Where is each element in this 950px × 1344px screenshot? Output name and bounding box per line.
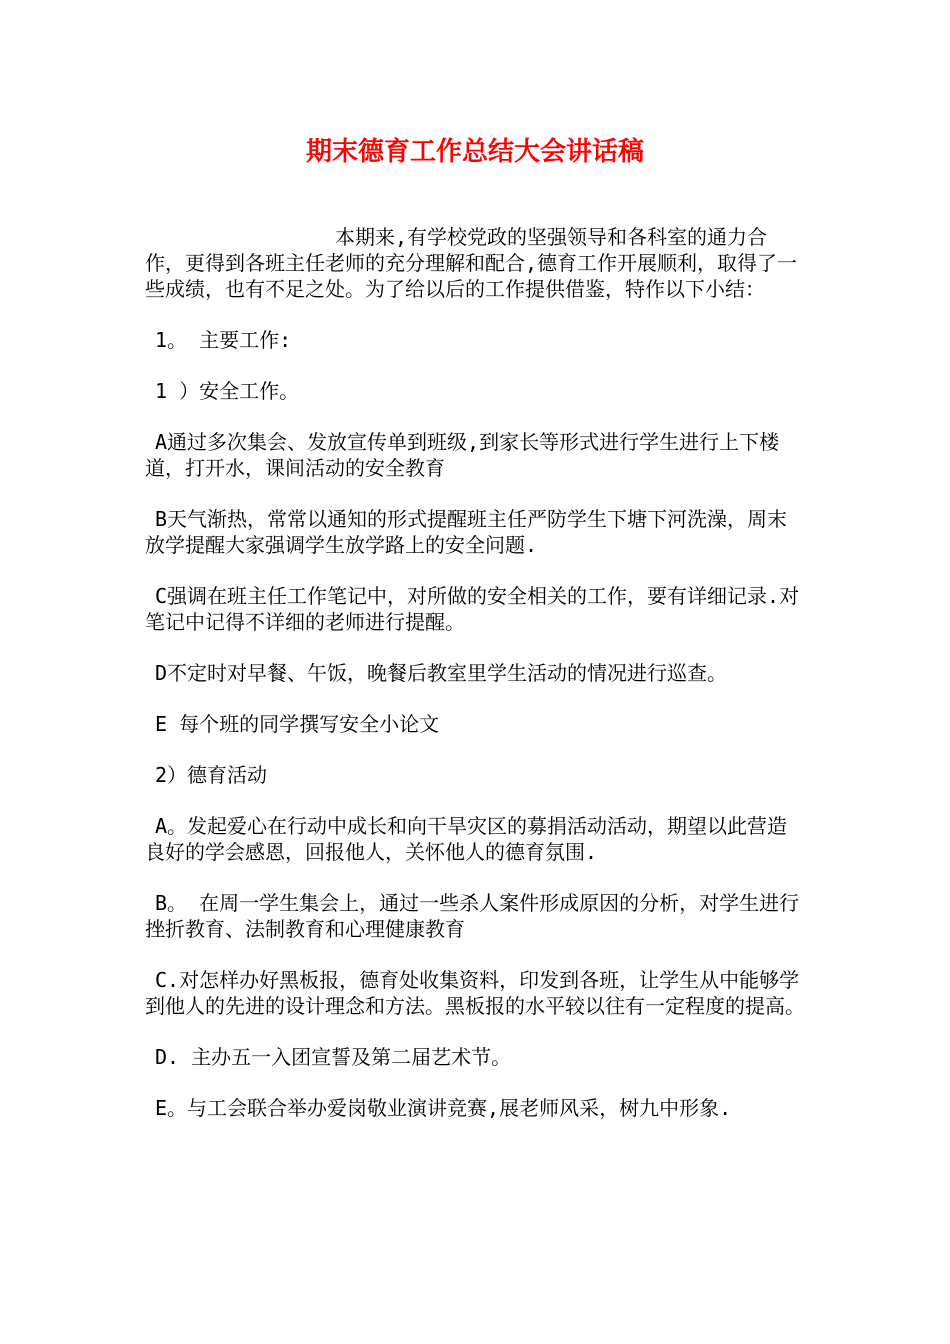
section-heading-main-work: 1。 主要工作:: [155, 328, 292, 352]
safety-item-b: B天气渐热，常常以通知的形式提醒班主任严防学生下塘下河洗澡，周末放学提醒大家强调学生放学路上的安全问题.: [145, 507, 788, 557]
document-title: 期末德育工作总结大会讲话稿: [305, 137, 644, 167]
subsection-heading-moral-activities: 2）德育活动: [155, 763, 268, 787]
safety-item-d: D不定时对早餐、午饭，晚餐后教室里学生活动的情况进行巡查。: [155, 661, 728, 685]
moral-item-a: A。发起爱心在行动中成长和向干旱灾区的募捐活动活动，期望以此营造良好的学会感恩，回报他人，关怀他人的德育氛围.: [145, 814, 788, 864]
moral-item-e: E。与工会联合举办爱岗敬业演讲竞赛,展老师风采，树九中形象.: [155, 1096, 732, 1120]
subsection-heading-safety: 1 ）安全工作。: [155, 379, 300, 403]
moral-item-c: C.对怎样办好黑板报，德育处收集资料，印发到各班，让学生从中能够学到他人的先进的设计理念和方法。黑板报的水平较以往有一定程度的提高。: [145, 968, 805, 1018]
safety-item-c: C强调在班主任工作笔记中，对所做的安全相关的工作，要有详细记录.对笔记中记得不详细的老师进行提醒。: [145, 584, 800, 634]
document-body: [145, 224, 805, 1146]
moral-item-d: D. 主办五一入团宣誓及第二届艺术节。: [155, 1045, 512, 1069]
safety-item-a: A通过多次集会、发放宣传单到班级,到家长等形式进行学生进行上下楼道，打开水，课间活动的安全教育: [145, 430, 780, 480]
intro-paragraph: 本期来,有学校党政的坚强领导和各科室的通力合作，更得到各班主任老师的充分理解和配合,德育工作开展顺利，取得了一些成绩，也有不足之处。为了给以后的工作提供借鉴，特作以下小结：: [145, 225, 798, 301]
safety-item-e: E 每个班的同学撰写安全小论文: [155, 712, 440, 736]
moral-item-b: B。 在周一学生集会上，通过一些杀人案件形成原因的分析，对学生进行挫折教育、法制教育和心理健康教育: [145, 891, 800, 941]
